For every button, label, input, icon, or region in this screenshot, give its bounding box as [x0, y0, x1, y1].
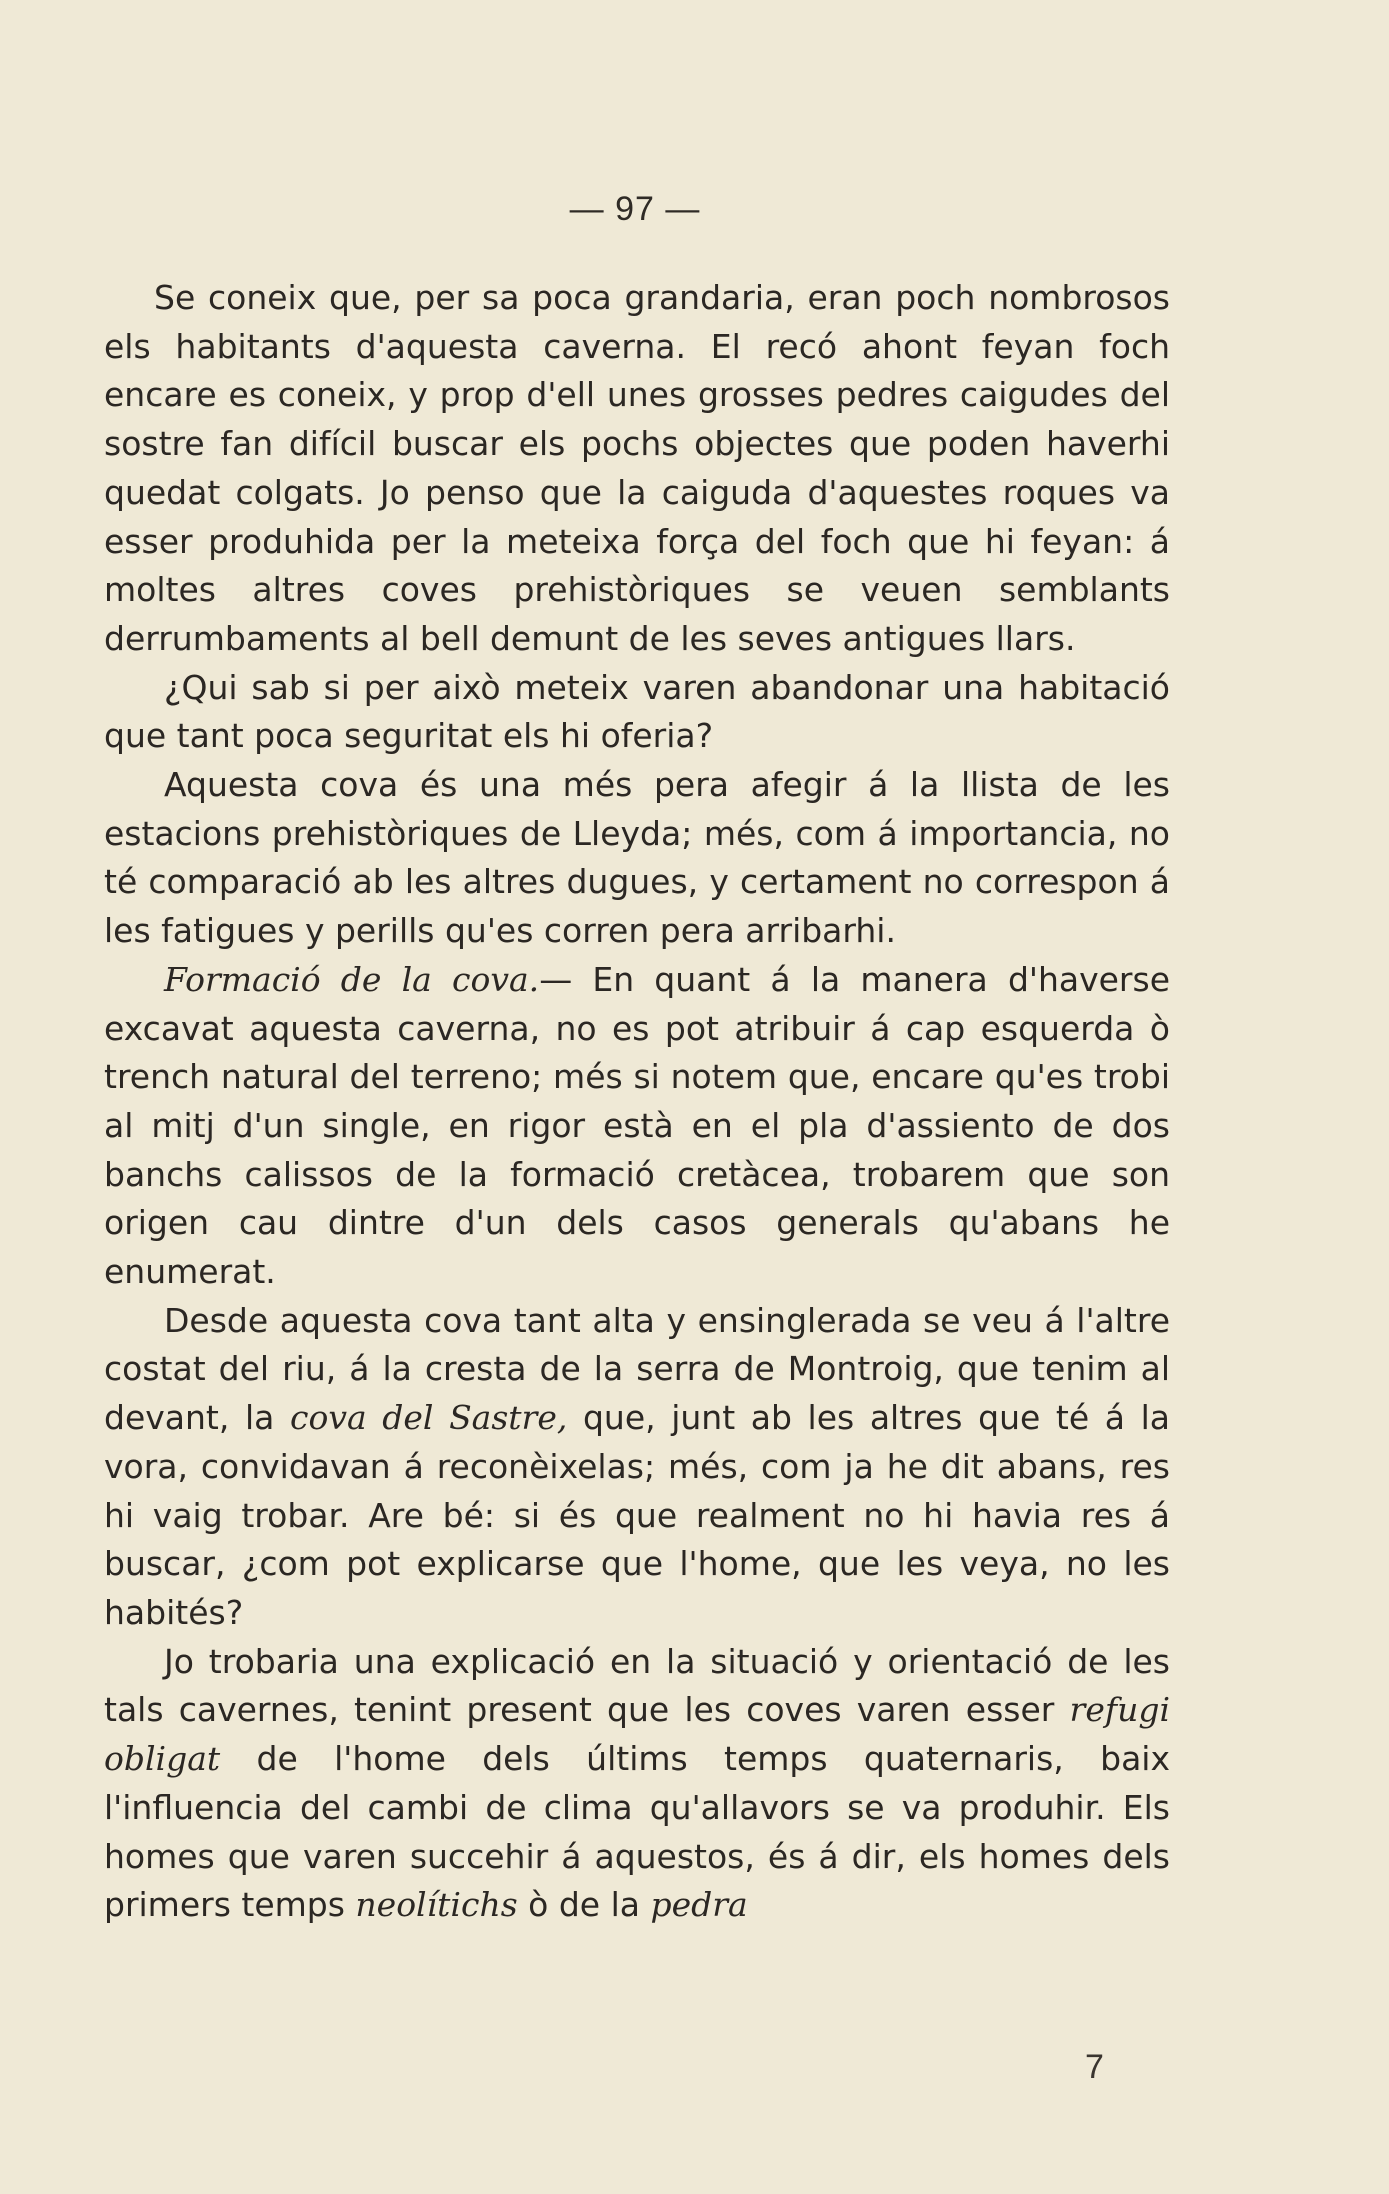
section-heading-italic: Formació de la cova.	[164, 959, 540, 999]
italic-term: refugi obligat	[104, 1690, 1170, 1779]
italic-term: neolítichs	[355, 1885, 518, 1925]
paragraph-5	[104, 1297, 1170, 1638]
paragraph-6	[104, 1638, 1170, 1930]
paragraph-1	[104, 274, 1170, 664]
body-text	[104, 274, 1170, 1930]
paragraph-4	[104, 956, 1170, 1297]
paragraph-text: de l'home dels últims temps quaternaris, baix l'influencia del cambi de clima qu'allavors se va produhir. Els homes que varen succehir á aquestos, és á dir, els homes dels primers temps	[104, 1739, 1170, 1925]
paragraph-text: que, junt ab les altres que té á la vora, convidavan á reconèixelas; més, com ja he dit abans, res hi vaig trobar. Are bé: si és que realment no hi havia res á buscar, ¿com pot explicarse que l'home, que les veya, no les habités?	[104, 1398, 1170, 1632]
paragraph-3	[104, 761, 1170, 956]
paragraph-text: ¿Qui sab si per això meteix varen abandonar una habitació que tant poca seguritat els hi oferia?	[104, 667, 1170, 756]
paragraph-text: — En quant á la manera d'haverse excavat aquesta caverna, no es pot atribuir á cap esquerda ò trench natural del terreno; més si notem que, encare qu'es trobi al mitj d'un single, en rigor està en el pla d'assiento de dos banchs calissos de la formació cretàcea, trobarem que son origen cau dintre d'un dels casos generals qu'abans he enumerat.	[104, 959, 1170, 1292]
paragraph-2	[104, 664, 1170, 761]
signature-mark: 7	[1085, 2048, 1104, 2086]
paragraph-text: Aquesta cova és una més pera afegir á la llista de les estacions prehistòriques de Lleyda; més, com á importancia, no té comparació ab les altres dugues, y certament no correspon á les fatigues y perills qu'es corren pera arribarhi.	[104, 765, 1170, 951]
italic-term: pedra	[650, 1885, 748, 1925]
paragraph-text: Se coneix que, per sa poca grandaria, eran poch nombrosos els habitants d'aquesta caverna. El recó ahont feyan foch encare es coneix, y prop d'ell unes grosses pedres caigudes del sostre fan difícil buscar els pochs objectes que poden haverhi quedat colgats. Jo penso que la caiguda d'aquestes roques va esser produhida per la meteixa força del foch que hi feyan: á moltes altres coves prehistòriques se veuen semblants derrumbaments al bell demunt de les seves antigues llars.	[104, 278, 1170, 658]
paragraph-text: Jo trobaria una explicació en la situació y orientació de les tals cavernes, tenint present que les coves varen esser	[104, 1641, 1170, 1730]
paragraph-text: Desde aquesta cova tant alta y ensinglerada se veu á l'altre costat del riu, á la cresta de la serra de Montroig, que tenim al devant, la	[104, 1300, 1170, 1438]
italic-term: cova del Sastre,	[289, 1398, 568, 1438]
paragraph-text: ò de la	[517, 1885, 651, 1925]
page-number: — 97 —	[569, 190, 701, 228]
